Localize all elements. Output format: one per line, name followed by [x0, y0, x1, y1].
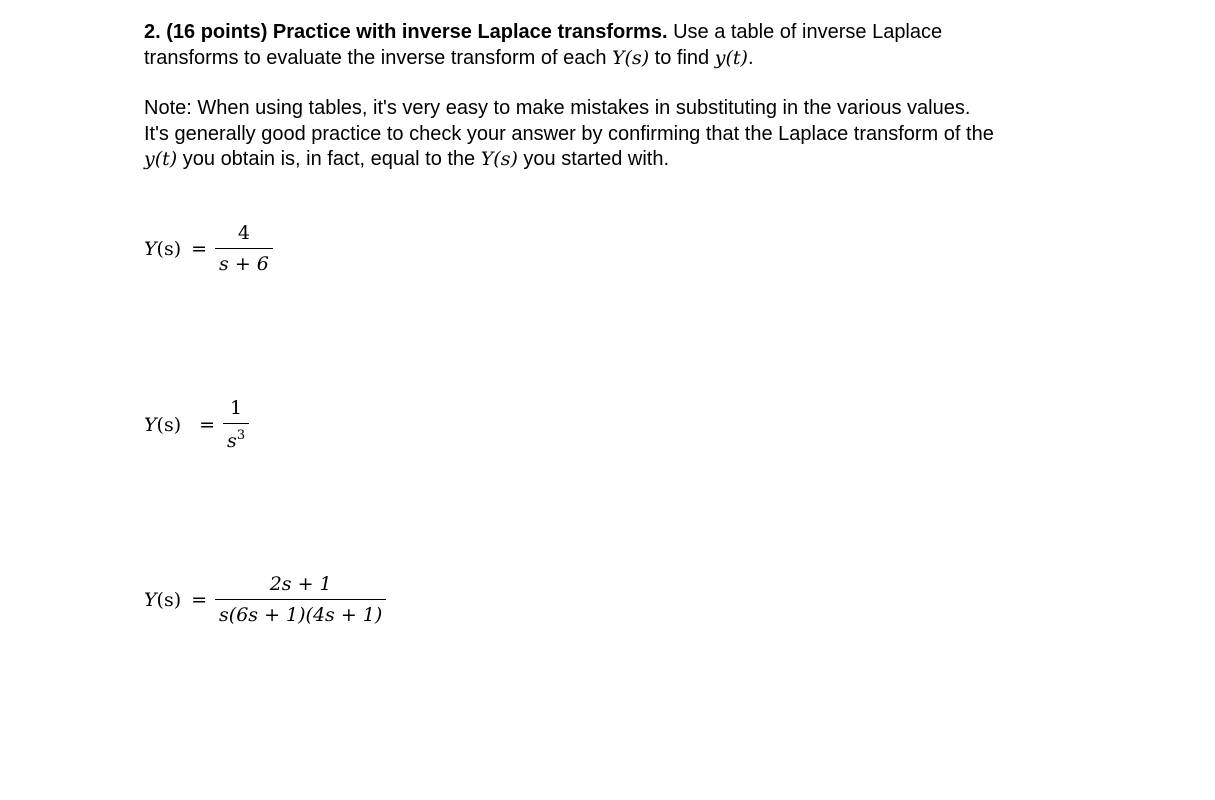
function-argument: (s)	[156, 237, 182, 260]
problem-intro-1: Use a table of inverse Laplace	[667, 21, 943, 43]
function-argument: (s)	[156, 413, 182, 436]
note-line-3	[144, 147, 994, 173]
problem-intro-3: to find	[649, 46, 715, 69]
equation-1	[144, 222, 273, 275]
function-name: Y	[144, 237, 157, 260]
function-argument: (s)	[156, 588, 182, 611]
numerator: 1	[230, 397, 243, 419]
equation-lhs	[144, 238, 181, 260]
note-line-3-end: you started with.	[517, 148, 670, 170]
numerator: 2s + 1	[269, 573, 332, 595]
denominator-exponent: 3	[236, 428, 246, 443]
equation-lhs	[144, 589, 181, 611]
denominator: s + 6	[215, 248, 273, 275]
math-Ys: Y(s)	[612, 46, 650, 69]
problem-intro-4: .	[747, 46, 754, 69]
math-yt: y(t)	[714, 46, 748, 69]
fraction	[215, 222, 273, 275]
math-Ys: Y(s)	[480, 148, 518, 170]
problem-line-1	[144, 20, 942, 46]
equals-sign: =	[191, 588, 208, 611]
denominator: s(6s + 1)(4s + 1)	[215, 599, 386, 626]
note-line-1: Note: When using tables, it's very easy to make mistakes in substituting in the various values.	[144, 97, 971, 119]
note-line-2: It's generally good practice to check your answer by confirming that the Laplace transform of the	[144, 122, 994, 145]
problem-intro-2: transforms to evaluate the inverse transform of each	[144, 46, 612, 69]
fraction	[215, 573, 386, 626]
denominator	[223, 423, 249, 452]
fraction	[223, 397, 249, 452]
math-yt: y(t)	[144, 148, 178, 170]
problem-statement	[144, 20, 942, 71]
equation-3	[144, 573, 386, 626]
note-line-3-text: you obtain is, in fact, equal to the	[177, 148, 481, 170]
problem-heading: 2. (16 points) Practice with inverse Laplace transforms.	[144, 21, 668, 43]
problem-line-2	[144, 46, 942, 72]
note-paragraph	[144, 96, 994, 173]
equation-2	[144, 397, 249, 452]
function-name: Y	[144, 588, 157, 611]
denominator-base: s	[227, 430, 237, 452]
equation-lhs	[144, 414, 181, 436]
equals-sign: =	[191, 237, 208, 260]
equals-sign: =	[199, 413, 216, 436]
numerator: 4	[237, 222, 251, 244]
function-name: Y	[144, 413, 157, 436]
